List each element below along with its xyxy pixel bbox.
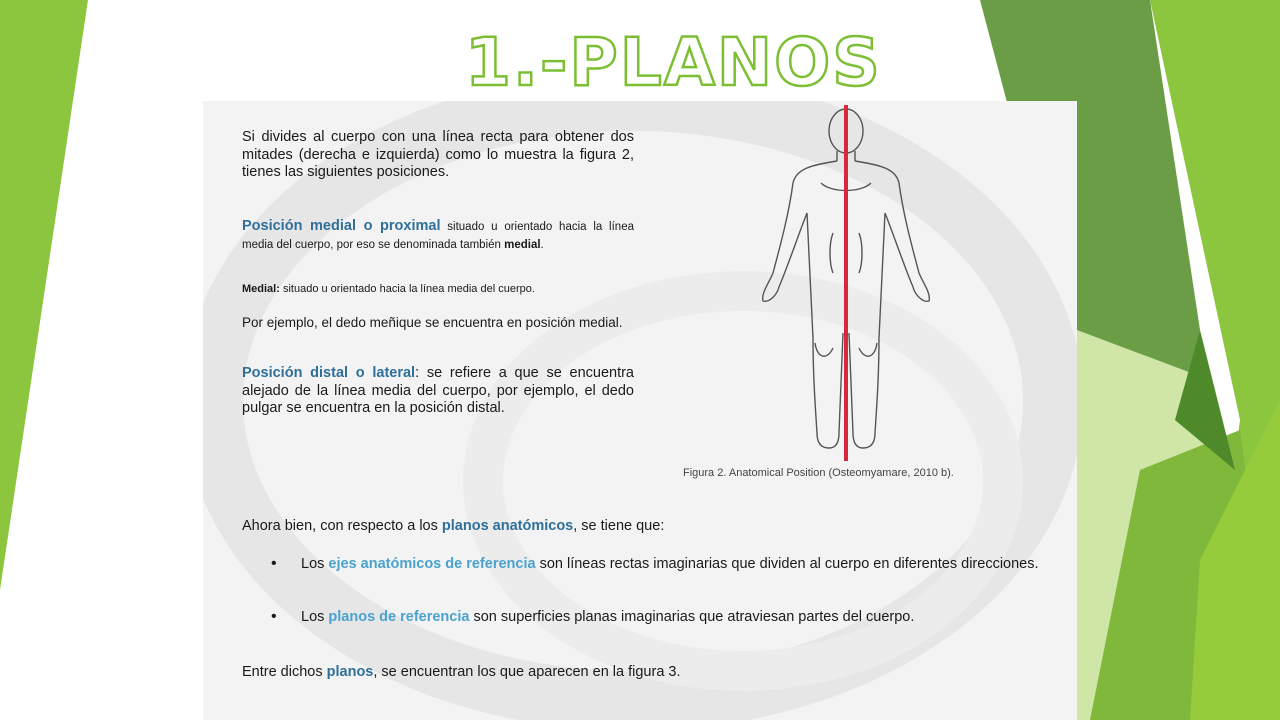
bullet-planes-link: planos de referencia [328, 609, 470, 625]
closing-pre: Entre dichos [242, 664, 327, 680]
closing-link: planos [326, 664, 374, 680]
planes-intro-pre: Ahora bien, con respecto a los [242, 518, 442, 534]
planes-intro-link: planos anatómicos [441, 518, 574, 534]
medial-def-text: situado u orientado hacia la línea media del cuerpo. [279, 283, 535, 295]
slide-title: 1.-PLANOS [465, 24, 882, 101]
medial-def-label: Medial: [242, 283, 280, 295]
anatomical-figure [751, 103, 941, 463]
intro-paragraph: Si divides al cuerpo con una línea recta para obtener dos mitades (derecha e izquierda) como lo muestra la figura 2, tienes las siguientes posiciones. [242, 129, 634, 180]
medial-end: . [540, 238, 544, 251]
bullet-planes [301, 609, 1077, 626]
medial-text: situado u orientado hacia la línea media del cuerpo, por eso se denominada también [242, 221, 634, 251]
medial-bold: medial [504, 238, 541, 251]
bullet-marker: • [271, 608, 277, 625]
document-image [203, 101, 1077, 720]
example-paragraph: Por ejemplo, el dedo meñique se encuentra en posición medial. [242, 315, 623, 330]
bullet-axes-pre: Los [301, 556, 329, 572]
medial-heading: Posición medial o proximal [242, 218, 441, 234]
left-green-wedge [0, 0, 88, 590]
closing-paragraph [242, 664, 882, 682]
distal-paragraph [242, 365, 634, 418]
bullet-planes-pre: Los [301, 609, 329, 625]
bullet-planes-post: son superficies planas imaginarias que atraviesan partes del cuerpo. [469, 609, 915, 625]
closing-post: , se encuentran los que aparecen en la figura 3. [373, 664, 681, 680]
bullet-axes-post: son líneas rectas imaginarias que dividen al cuerpo en diferentes direcciones. [535, 556, 1039, 572]
medial-definition [242, 283, 662, 296]
bullet-axes [301, 556, 1077, 573]
distal-text: : se refiere a que se encuentra alejado de la línea media del cuerpo, por ejemplo, el dedo pulgar se encuentra en la posición distal. [242, 365, 635, 416]
planes-intro [242, 518, 882, 536]
planes-intro-post: , se tiene que: [573, 518, 665, 534]
bullet-marker: • [271, 555, 277, 572]
bullet-axes-link: ejes anatómicos de referencia [328, 556, 536, 572]
figure-caption: Figura 2. Anatomical Position (Osteomyamare, 2010 b). [683, 467, 954, 479]
distal-heading: Posición distal o lateral [242, 365, 416, 381]
medial-paragraph [242, 218, 634, 253]
